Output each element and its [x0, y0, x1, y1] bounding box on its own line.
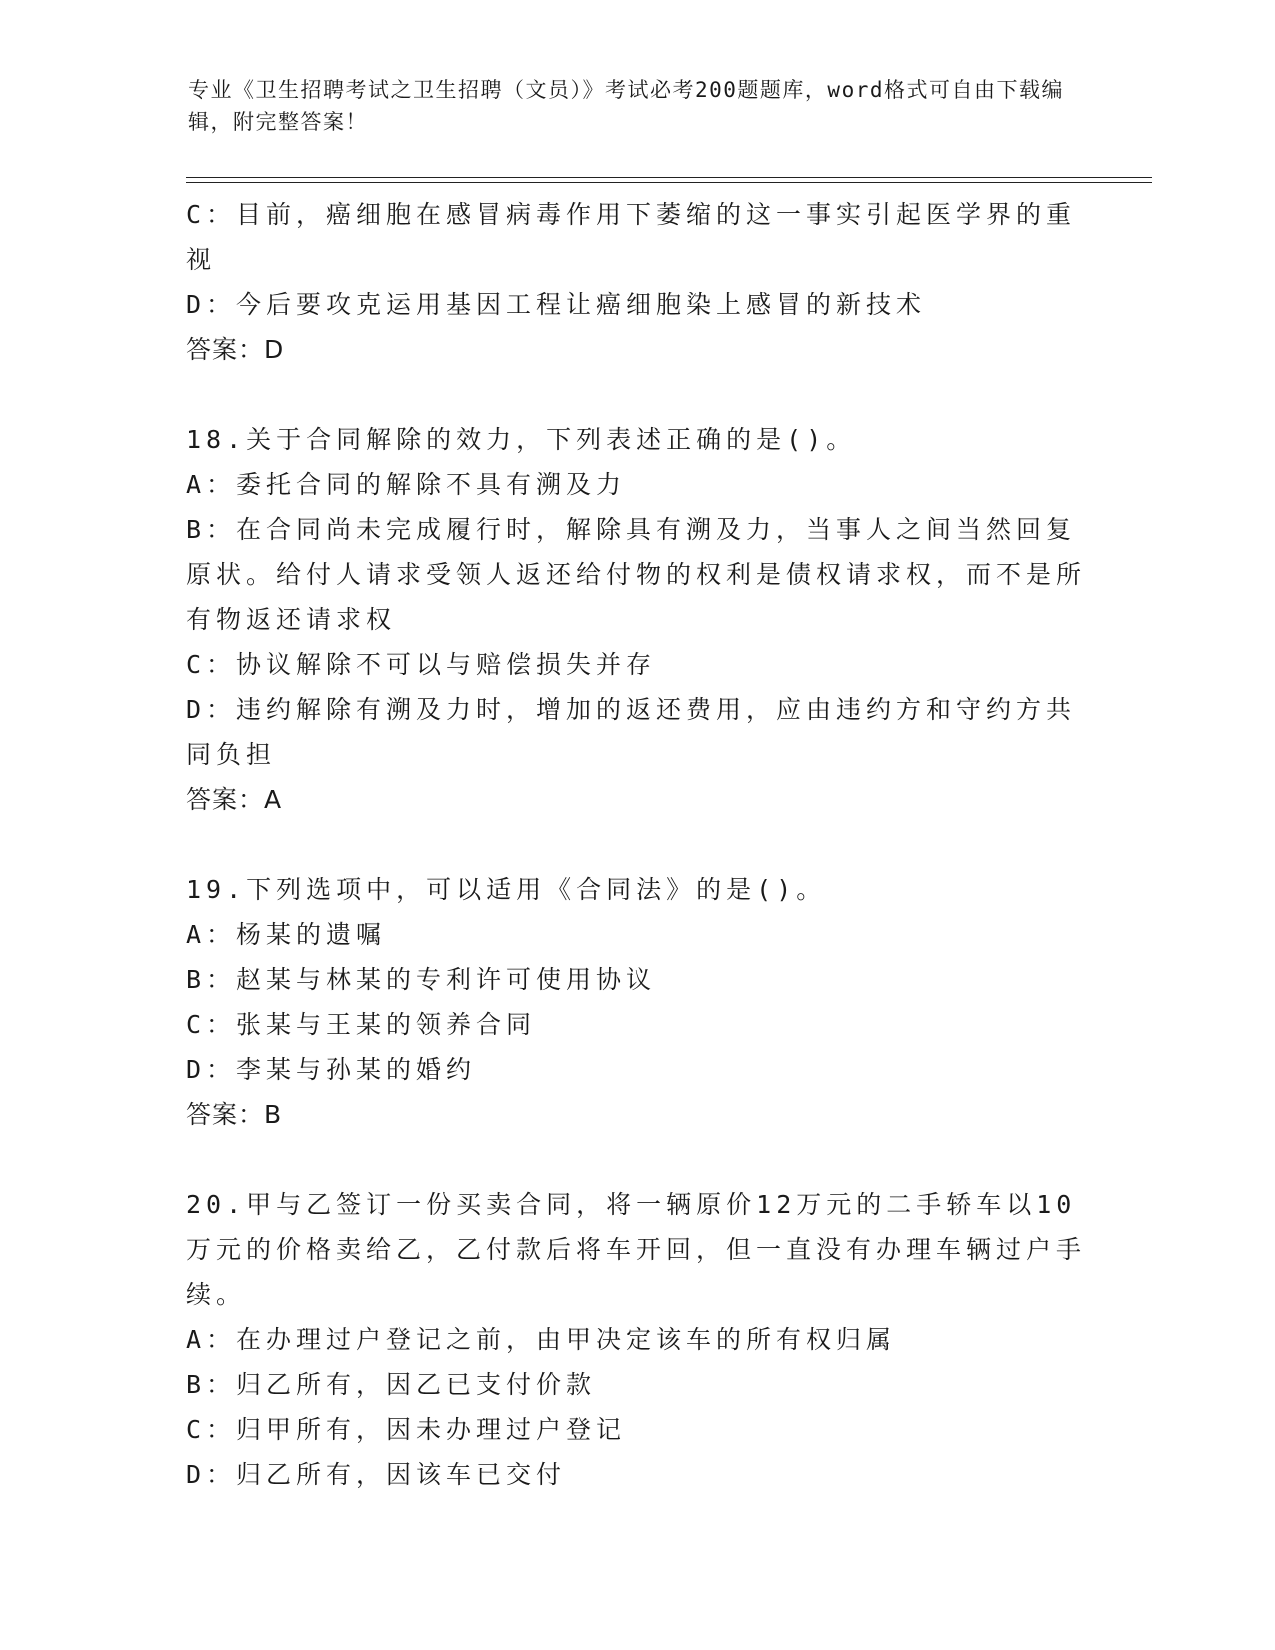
prev-question-block [186, 192, 1086, 372]
option-a: A：在办理过户登记之前，由甲决定该车的所有权归属 [186, 1325, 897, 1354]
option-c: C：归甲所有，因未办理过户登记 [186, 1415, 627, 1444]
option-b: B：在合同尚未完成履行时，解除具有溯及力，当事人之间当然回复原状。给付人请求受领人返还给付物的权利是债权请求权，而不是所有物返还请求权 [186, 515, 1087, 634]
answer-line: 答案：A [186, 785, 283, 814]
question-20 [186, 1182, 1086, 1497]
header-rule-bottom [186, 182, 1152, 183]
option-b: B：归乙所有，因乙已支付价款 [186, 1370, 597, 1399]
question-content [186, 192, 1086, 1497]
option-c: C：张某与王某的领养合同 [186, 1010, 537, 1039]
header-rule-top [186, 177, 1152, 178]
option-d: D：违约解除有溯及力时，增加的返还费用，应由违约方和守约方共同负担 [186, 695, 1077, 769]
question-18 [186, 417, 1086, 822]
answer-line: 答案：B [186, 1100, 283, 1129]
question-stem: 19.下列选项中，可以适用《合同法》的是()。 [186, 875, 827, 904]
option-b: B：赵某与林某的专利许可使用协议 [186, 965, 657, 994]
question-stem: 20.甲与乙签订一份买卖合同，将一辆原价12万元的二手轿车以10万元的价格卖给乙，乙付款后将车开回，但一直没有办理车辆过户手续。 [186, 1190, 1087, 1309]
option-d: D：今后要攻克运用基因工程让癌细胞染上感冒的新技术 [186, 290, 927, 319]
question-stem: 18.关于合同解除的效力，下列表述正确的是()。 [186, 425, 857, 454]
option-a: A：委托合同的解除不具有溯及力 [186, 470, 627, 499]
option-d: D：归乙所有，因该车已交付 [186, 1460, 567, 1489]
question-19 [186, 867, 1086, 1137]
option-a: A：杨某的遗嘱 [186, 920, 387, 949]
option-c: C：目前，癌细胞在感冒病毒作用下萎缩的这一事实引起医学界的重视 [186, 200, 1077, 274]
answer-line: 答案：D [186, 335, 285, 364]
header-note: 专业《卫生招聘考试之卫生招聘（文员）》考试必考200题题库，word格式可自由下载编辑，附完整答案！ [188, 78, 1064, 134]
option-c: C：协议解除不可以与赔偿损失并存 [186, 650, 657, 679]
option-d: D：李某与孙某的婚约 [186, 1055, 477, 1084]
